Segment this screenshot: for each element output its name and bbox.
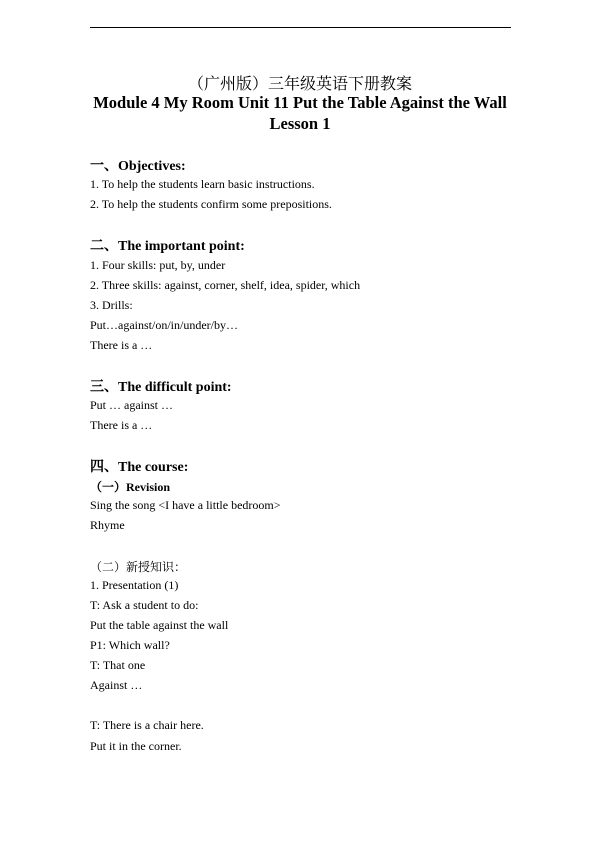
difficult-point-heading: 三、The difficult point: <box>90 380 232 395</box>
new-knowledge-heading: （二）新授知识： <box>90 560 187 574</box>
objectives-line-2: 2. To help the students confirm some prepositions. <box>90 197 332 211</box>
objectives-line-1: 1. To help the students learn basic instructions. <box>90 177 315 191</box>
new-line-6: Against … <box>90 678 143 692</box>
title-chinese: （广州版）三年级英语下册教案 <box>187 76 412 93</box>
objectives-heading: 一、Objectives: <box>90 159 186 174</box>
title-module: Module 4 My Room Unit 11 Put the Table Against the Wall <box>93 93 507 112</box>
new-line-1: 1. Presentation (1) <box>90 578 179 592</box>
important-line-2: 2. Three skills: against, corner, shelf, idea, spider, which <box>90 278 361 292</box>
new-line-7: T: There is a chair here. <box>90 718 204 732</box>
title-lesson: Lesson 1 <box>269 114 331 133</box>
difficult-line-2: There is a … <box>90 418 153 432</box>
new-line-3: Put the table against the wall <box>90 618 229 632</box>
difficult-line-1: Put … against … <box>90 398 173 412</box>
important-line-5: There is a … <box>90 338 153 352</box>
important-line-1: 1. Four skills: put, by, under <box>90 258 226 272</box>
important-line-4: Put…against/on/in/under/by… <box>90 318 238 332</box>
revision-line-1: Sing the song <I have a little bedroom> <box>90 498 281 512</box>
new-line-2: T: Ask a student to do: <box>90 598 199 612</box>
new-line-5: T: That one <box>90 658 146 672</box>
important-point-heading: 二、The important point: <box>90 239 245 254</box>
top-rule <box>90 27 511 28</box>
important-line-3: 3. Drills: <box>90 298 133 312</box>
new-line-4: P1: Which wall? <box>90 638 170 652</box>
revision-heading: （一）Revision <box>90 480 171 494</box>
new-line-8: Put it in the corner. <box>90 739 182 753</box>
revision-line-2: Rhyme <box>90 518 125 532</box>
course-heading: 四、The course: <box>90 460 189 475</box>
